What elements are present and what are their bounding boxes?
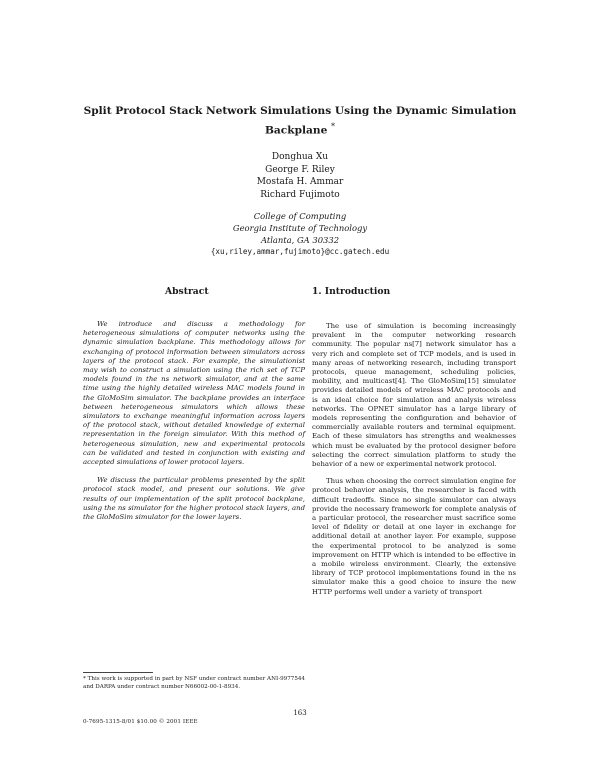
abstract-body xyxy=(83,320,305,522)
author-name: Donghua Xu xyxy=(271,152,329,162)
introduction-paragraph: The use of simulation is becoming increasingly prevalent in the computer networking research community. The popular ns[7] network simulator has a very rich and complete set of TCP models, and is used in many areas of networking research, including transport protocols, queue management, scheduling policies, mobility, and multicast[4]. The GloMoSim[15] simulator provides detailed models of wireless MAC protocols and is an ideal choice for simulation and analysis wireless networks. The OPNET simulator has a large library of models representing the configuration and behavior of commercially available routers and terminal equipment. Each of these simulators has strengths and weaknesses which must be evaluated by the protocol designer before selecting the correct simulation platform to study the behavior of a new or experimental network protocol. xyxy=(312,322,516,469)
introduction-paragraph: Thus when choosing the correct simulation engine for protocol behavior analysis, the researcher is faced with difficult tradeoffs. Since no single simulator can always provide the necessary framework for complete analysis of a particular protocol, the researcher must sacrifice some level of fidelity or detail at one layer in exchange for additional detail at another layer. For example, suppose the experimental protocol to be analyzed is some improvement on HTTP which is intended to be effective in a mobile wireless environment. Clearly, the extensive library of TCP protocol implementations found in the ns simulator make this a good choice to insure the new HTTP performs well under a variety of transport xyxy=(312,477,516,596)
affiliation xyxy=(150,210,450,258)
affiliation-college: College of Computing xyxy=(253,211,347,221)
title-footnote-mark: * xyxy=(331,122,336,131)
abstract-paragraph: We introduce and discuss a methodology for heterogeneous simulations of computer networks using the dynamic simulation backplane. This methodology allows for exchanging of protocol information between simulators across layers of the protocol stack. For example, the simulationist may wish to construct a simulation using the rich set of TCP models found in the ns network simulator, and at the same time using the highly detailed wireless MAC models found in the GloMoSim simulator. The backplane provides an interface between heterogeneous simulators which allows these simulators to exchange meaningful information across layers of the protocol stack, without detailed knowledge of external representation in the foreign simulator. With this method of heterogeneous simulation, new and experimental protocols can be validated and tested in conjunction with existing and accepted simulations of lower protocol layers. xyxy=(83,320,305,467)
author-name: Richard Fujimoto xyxy=(260,189,340,200)
author-list xyxy=(150,151,450,201)
author-name: Mostafa H. Ammar xyxy=(256,177,344,187)
abstract-paragraph: We discuss the particular problems presented by the split protocol stack model, and present our solutions. We give results of our implementation of the split protocol backplane, using the ns simulator for the higher protocol stack layers, and the GloMoSim simulator for the lower layers. xyxy=(83,476,305,522)
affiliation-email: {xu,riley,ammar,fujimoto}@cc.gatech.edu xyxy=(210,247,390,256)
page-number: 163 xyxy=(293,709,307,717)
title-line-2: Backplane xyxy=(264,124,328,137)
affiliation-city: Atlanta, GA 30332 xyxy=(260,235,340,245)
introduction-heading: 1. Introduction xyxy=(312,286,391,297)
author-name: George F. Riley xyxy=(265,164,335,175)
title-line-1: Split Protocol Stack Network Simulations Using the Dynamic Simulation xyxy=(83,105,517,117)
footnote-divider xyxy=(83,672,153,673)
introduction-body xyxy=(312,322,516,597)
paper-title xyxy=(80,104,520,139)
footnote: * This work is supported in part by NSF under contract number ANI-9977544 and DARPA under contract number N66002-00-1-8934. xyxy=(83,676,305,690)
affiliation-institute: Georgia Institute of Technology xyxy=(232,223,368,233)
copyright-line: 0-7695-1315-8/01 $10.00 © 2001 IEEE xyxy=(83,719,198,725)
abstract-heading: Abstract xyxy=(165,286,209,297)
